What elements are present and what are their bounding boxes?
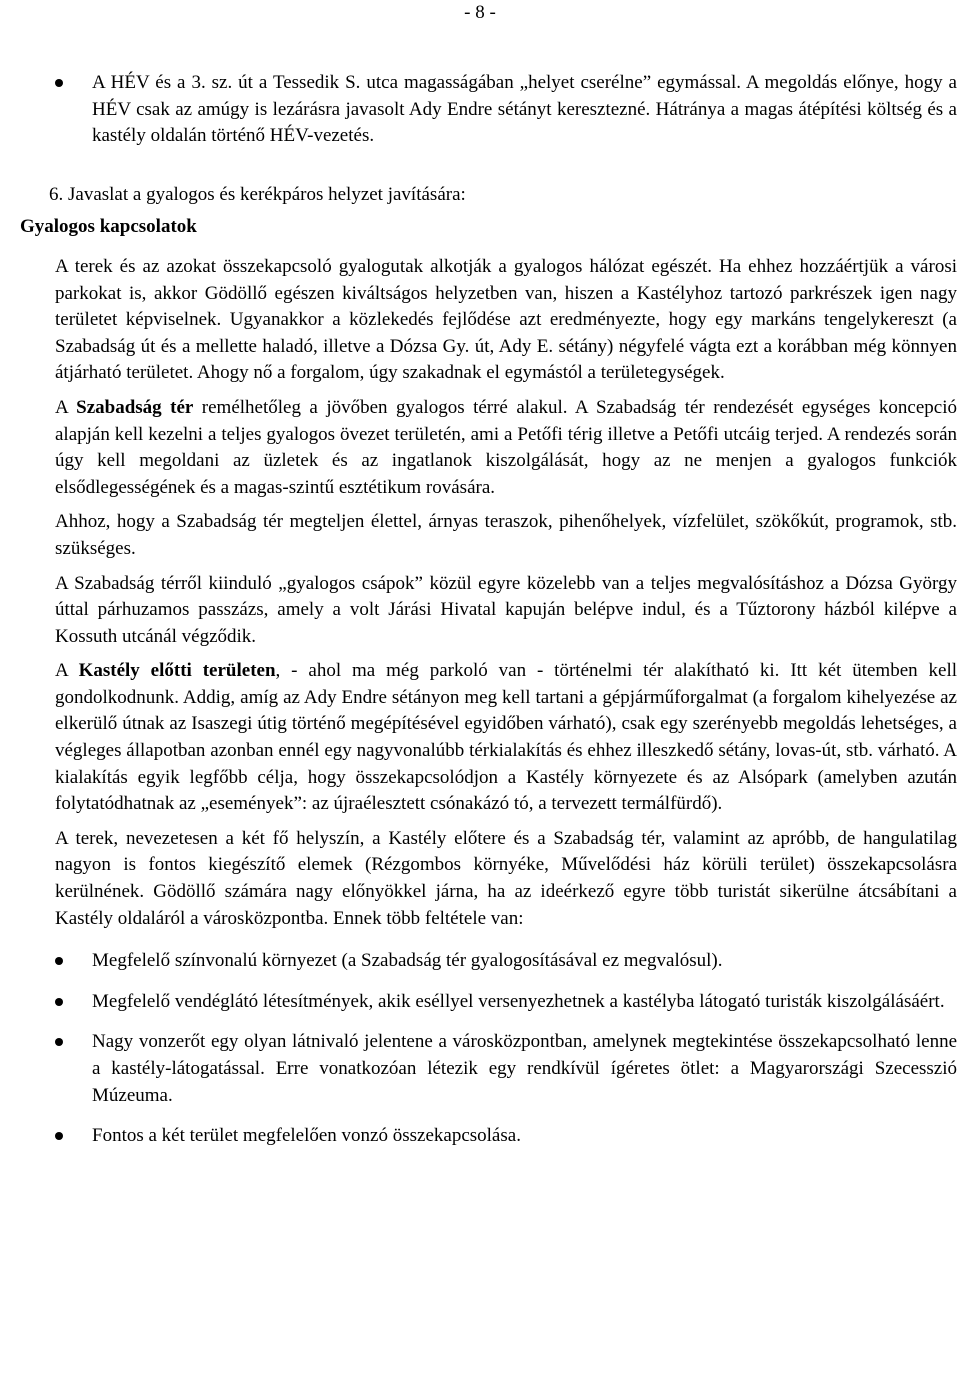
bold-term: Kastély előtti területen <box>78 660 276 682</box>
top-bullet-list <box>55 70 957 150</box>
bullet-icon <box>55 79 63 87</box>
paragraph <box>55 395 957 501</box>
list-item-text: Fontos a két terület megfelelően vonzó összekapcsolása. <box>92 1125 521 1147</box>
list-item <box>55 948 957 975</box>
paragraph-text: A <box>55 396 77 418</box>
list-item-text: Megfelelő vendéglátó létesítmények, akik eséllyel versenyezhetnek a kastélyba látogató turisták kiszolgálásáért. <box>92 990 945 1012</box>
bold-term: Szabadság tér <box>76 396 194 418</box>
paragraph-text: remélhetőleg a jövőben gyalogos térré alakul. A Szabadság tér rendezését egységes koncepció alapján kell kezelni a teljes gyalogos övezet területén, ami a Petőfi térig illetve a Petőfi utcáig terjed. A rendezés során úgy kell megoldani az üzletek és az ingatlanok kiszolgálását, hogy az ne menjen a gyalogos funkciók elsődlegességének és a magas-szintű esztétikum rovására. <box>55 396 957 498</box>
list-item-text: A HÉV és a 3. sz. út a Tessedik S. utca magasságában „helyet cserélne” egymással. A megoldás előnye, hogy a HÉV csak az amúgy is lezárásra javasolt Ady Endre sétányt keresztezné. Hátránya a magas átépítési költség és a kastély oldalán történő HÉV-vezetés. <box>92 72 957 147</box>
subheading: Gyalogos kapcsolatok <box>20 216 197 238</box>
document-body <box>20 70 958 1164</box>
paragraph-text: , - ahol ma még parkoló van - történelmi tér alakítható ki. Itt két ütemben kell gondolkodnunk. Addig, amíg az Ady Endre sétányon meg kell tartani a gépjárműforgalmat (a forgalom kihelyezése az elkerülő útnak az Isaszegi útig történő megépítésével egyidőben várható), csak egy szerényebb megoldás lehetséges, a végleges állapotban azonban ennél egy nagyvonalúbb térkialakítás és ehhez illeszkedő sétány, lovas-út, stb. várható. A kialakítás egyik legfőbb célja, hogy összekapcsolódjon a Kastély környezete és az Alsópark (amelyben azután folytatódhatnak az „események”: az újraélesztett csónakázó tó, a tervezett termálfürdő). <box>55 660 958 815</box>
bottom-bullet-list <box>55 948 957 1150</box>
page-number: - 8 - <box>464 2 496 23</box>
paragraph: A terek és az azokat összekapcsoló gyalogutak alkotják a gyalogos hálózat egészét. Ha ehhez hozzáértjük a városi parkokat is, akkor Gödöllő egészen kiváltságos helyzetben van, hiszen a Kastélyhoz tartozó parkrészek igen nagy területet képviselnek. Ugyanakkor a közlekedés fejlődése azt eredményezte, hogy egy markáns tengelykereszt (a Szabadság út és a mellette haladó, illetve a Dózsa Gy. út, Ady E. sétány) négyfelé vágta ezt a korábban még könnyen átjárható területet. Ahogy nő a forgalom, úgy szakadnak el egymástól a területegységek. <box>55 255 957 384</box>
paragraph: Ahhoz, hogy a Szabadság tér megteljen élettel, árnyas teraszok, pihenőhelyek, vízfelület, szökőkút, programok, stb. szükséges. <box>55 511 957 559</box>
bullet-icon <box>55 1038 63 1046</box>
paragraph: A Szabadság térről kiinduló „gyalogos csápok” közül egyre közelebb van a teljes megvalósításhoz a Dózsa György úttal párhuzamos passzázs, amely a volt Járási Hivatal kapuján belépve indul, és a Tűztorony házból kilépve a Kossuth utcánál végződik. <box>55 572 957 647</box>
bullet-icon <box>55 998 63 1006</box>
list-item-text: Nagy vonzerőt egy olyan látnivaló jelentene a városközpontban, amelynek megtekintése összekapcsolható lenne a kastély-látogatással. Erre vonatkozóan létezik egy rendkívül ígéretes ötlet: a Magyarországi Szecesszió Múzeuma. <box>92 1031 957 1106</box>
paragraph <box>55 658 957 818</box>
list-item <box>55 70 957 150</box>
bullet-icon <box>55 1132 63 1140</box>
bullet-icon <box>55 957 63 965</box>
section-heading: 6. Javaslat a gyalogos és kerékpáros helyzet javítására: <box>49 183 466 205</box>
paragraph-text: A <box>55 660 79 682</box>
paragraph: A terek, nevezetesen a két fő helyszín, a Kastély előtere és a Szabadság tér, valamint az apróbb, de hangulatilag nagyon is fontos kiegészítő elemek (Rézgombos környéke, Művelődési ház körüli terület) összekapcsolásra kerülnének. Gödöllő számára nagy előnyökkel járna, ha az ideérkező egyre több turistát sikerülne átcsábítani a Kastély oldaláról a városközpontba. Ennek több feltétele van: <box>55 827 957 929</box>
list-item-text: Megfelelő színvonalú környezet (a Szabadság tér gyalogosításával ez megvalósul). <box>92 950 723 972</box>
list-item <box>55 989 957 1016</box>
list-item <box>55 1029 957 1109</box>
list-item <box>55 1123 957 1150</box>
